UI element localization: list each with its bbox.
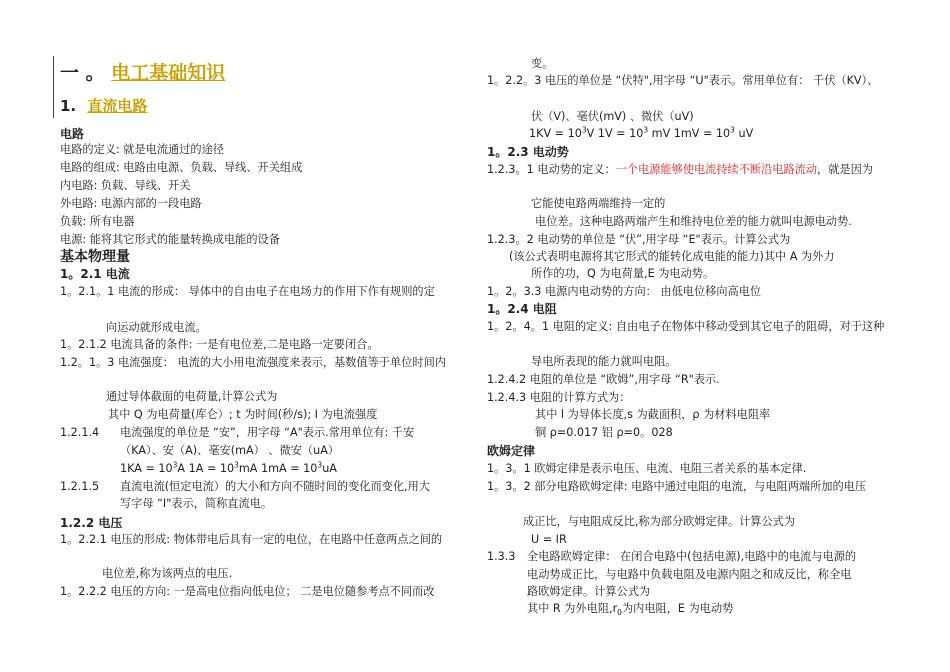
section-title: [60, 97, 147, 115]
paragraph-line: 1.2.3。2 电动势的单位是 “伏”,用字母 “E"表示。计算公式为: [487, 233, 791, 246]
paragraph-line: 通过导体截面的电荷量,计算公式为: [106, 390, 278, 403]
paragraph-line: 成正比，与电阻成反比,称为部分欧姆定律。计算公式为: [523, 515, 796, 528]
formula: U = IR: [531, 533, 567, 546]
chapter-number: 一 。: [60, 62, 105, 84]
item-number: 1.2.1.5: [60, 480, 100, 493]
unit-conversion: [120, 462, 337, 476]
exponent: 3: [643, 125, 649, 135]
paragraph-line: 向运动就形成电流。: [106, 321, 207, 334]
basic-quantities-heading: 基本物理量: [60, 249, 130, 265]
unit-text: 1KA = 10: [120, 462, 173, 475]
highlighted-text: 一个电源能够使电流持续不断沿电路流动: [615, 163, 818, 176]
paragraph-line: （KA）、安（A)、毫安(mA） 、微安（uA）: [120, 444, 340, 457]
section-number: 1.: [60, 97, 77, 115]
chapter-title-link[interactable]: 电工基础知识: [111, 62, 226, 84]
paragraph-line: 1。2。3.3 电源内电动势的方向： 由低电位移向高电位: [487, 285, 762, 298]
unit-text: mA 1mA = 10: [238, 462, 318, 475]
paragraph-line: 1。2.1.2 电流具备的条件: 一是有电位差,二是电路一定要闭合。: [60, 338, 379, 351]
paragraph-line: 所作的功，Q 为电荷量,E 为电动势。: [531, 267, 715, 280]
margin-line: [53, 56, 54, 118]
item-number: 1.2.1.4: [60, 426, 100, 439]
paragraph-line: [487, 163, 873, 177]
paragraph-text: 其中 R 为外电阻,r: [527, 602, 618, 615]
circuit-heading: 电路: [60, 127, 85, 141]
paragraph-line: [527, 602, 733, 620]
unit-text: 1KV = 10: [529, 127, 582, 140]
paragraph-line: (该公式表明电源将其它形式的能转化成电能的能力)其中 A 为外力: [509, 250, 835, 263]
paragraph-line: 变。: [531, 57, 554, 70]
emf-heading: 1。2.3 电动势: [487, 145, 569, 159]
paragraph-line: 其中 Q 为电荷量(库仑）; t 为时间(秒/s); I 为电流强度: [108, 408, 378, 421]
subscript: 0: [617, 608, 622, 618]
paragraph-line: 1。2。4。1 电阻的定义: 自由电子在物体中移动受到其它电子的阻碍，对于这种: [487, 320, 885, 333]
paragraph-line: 电流强度的单位是 “安”，用字母 “A"表示.常用单位有: 千安: [120, 426, 415, 439]
exponent: 3: [730, 125, 735, 135]
paragraph-line: 铜 ρ=0.017 铝 ρ=0。028: [535, 426, 673, 439]
exponent: 3: [317, 460, 323, 470]
circuit-line: 电路的组成: 电路由电源、负载、导线、开关组成: [60, 161, 303, 174]
ohm-law-heading: 欧姆定律: [487, 444, 536, 458]
paragraph-line: 电动势成正比，与电路中负载电阻及电源内阻之和成反比，称全电: [527, 568, 852, 581]
unit-text: uA: [322, 462, 337, 475]
exponent: 3: [581, 125, 587, 135]
circuit-line: 外电路: 电源内部的一段电路: [60, 197, 202, 210]
paragraph-line: 写字母 “I"表示，简称直流电。: [120, 497, 273, 510]
paragraph-line: 电位差。这种电路两端产生和维持电位差的能力就叫电源电动势.: [535, 215, 852, 228]
exponent: 3: [234, 460, 239, 470]
circuit-line: 电路的定义: 就是电流通过的途径: [60, 143, 224, 156]
paragraph-line: 1.2.4.3 电阻的计算方式为：: [487, 391, 631, 404]
paragraph-line: 全电路欧姆定律： 在闭合电路中(包括电源),电路中的电流与电源的: [527, 550, 857, 563]
circuit-line: 负载: 所有电器: [60, 215, 135, 228]
paragraph-line: 直流电流(恒定电流）的大小和方向不随时间的变化而变化,用大: [120, 480, 430, 493]
paragraph-line: 1.2。1。3 电流强度： 电流的大小用电流强度来表示，基数值等于单位时间内: [60, 356, 446, 369]
paragraph-line: 1。2.2。3 电压的单位是 “伏特",用字母 “U"表示。常用单位有： 千伏（KV）、: [487, 74, 879, 87]
paragraph-line: 伏（V)、毫伏(mV) 、微伏（uV): [531, 110, 694, 123]
resistance-heading: 1。2.4 电阻: [487, 302, 557, 316]
unit-conversion: [529, 127, 753, 141]
paragraph-line: 1.2.4.2 电阻的单位是 “欧姆”,用字母 “R"表示.: [487, 373, 720, 386]
circuit-line: 内电路: 负载、导线、开关: [60, 179, 191, 192]
paragraph-line: 它能使电路两端维持一定的: [531, 197, 666, 210]
unit-text: mV 1mV = 10: [648, 127, 731, 140]
paragraph-text: 1.2.3。1 电动势的定义：: [487, 163, 616, 176]
unit-text: V 1V = 10: [586, 127, 644, 140]
exponent: 3: [172, 460, 178, 470]
section-title-link[interactable]: 直流电路: [87, 97, 148, 115]
paragraph-line: 路欧姆定律。计算公式为: [527, 585, 651, 598]
paragraph-line: 1。3。1 欧姆定律是表示电压、电流、电阻三者关系的基本定律.: [487, 462, 807, 475]
paragraph-line: 1。2.1。1 电流的形成： 导体中的自由电子在电场力的作用下作有规则的定: [60, 285, 435, 298]
circuit-line: 电源: 能将其它形式的能量转换成电能的设备: [60, 233, 280, 246]
paragraph-line: 电位差,称为该两点的电压.: [102, 567, 233, 580]
chapter-title: [60, 62, 225, 84]
paragraph-line: 其中 l 为导体长度,s 为截面积，ρ 为材料电阻率: [535, 408, 771, 421]
unit-text: uV: [734, 127, 754, 140]
paragraph-line: 1。3。2 部分电路欧姆定律: 电路中通过电阻的电流，与电阻两端所加的电压: [487, 480, 867, 493]
paragraph-text: ，就是因为: [817, 163, 873, 176]
item-number: 1.3.3: [487, 550, 516, 563]
paragraph-line: 1。2.2.1 电压的形成: 物体带电后具有一定的电位，在电路中任意两点之间的: [60, 533, 443, 546]
unit-text: A 1A = 10: [177, 462, 235, 475]
paragraph-line: 1。2.2.2 电压的方向: 一是高电位指向低电位； 二是电位随参考点不同而改: [60, 585, 435, 598]
paragraph-line: 导电所表现的能力就叫电阻。: [531, 355, 677, 368]
current-heading: 1。2.1 电流: [60, 267, 130, 281]
paragraph-text: 为内电阻，E 为电动势: [621, 602, 734, 615]
voltage-heading: 1.2.2 电压: [60, 516, 123, 530]
